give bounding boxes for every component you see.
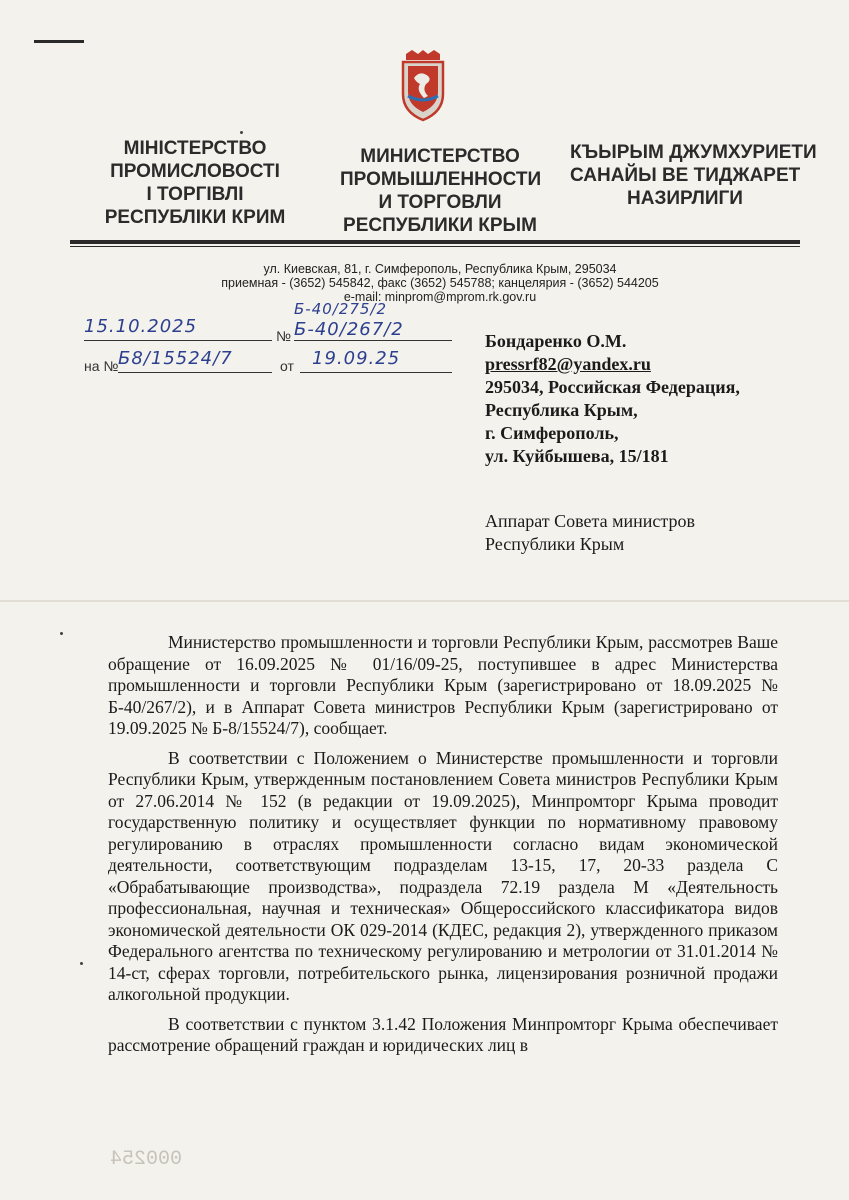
body-paragraph: В соответствии с пунктом 3.1.42 Положения Минпромторг Крыма обеспечивает рассмотрение обращений граждан и юридических лиц в <box>108 1013 778 1055</box>
ink-dot <box>80 962 83 965</box>
recipient-address-line: г. Симферополь, <box>485 423 619 443</box>
contact-block <box>150 262 730 304</box>
crimea-coat-of-arms-icon <box>398 50 448 122</box>
ministry-name-ukrainian: МІНІСТЕРСТВО ПРОМИСЛОВОСТІ І ТОРГІВЛІ РЕСПУБЛІКИ КРИМ <box>104 138 286 228</box>
bleed-through-number: 000254 <box>110 1148 183 1171</box>
phone-line: приемная - (3652) 545842, факс (3652) 545788; канцелярия - (3652) 544205 <box>221 276 659 290</box>
address-line: ул. Киевская, 81, г. Симферополь, Республика Крым, 295034 <box>263 262 617 276</box>
paper-fold-line <box>0 600 849 602</box>
copy-recipient: Аппарат Совета министров Республики Крым <box>485 511 695 554</box>
outgoing-number: Б-40/267/2 <box>294 319 404 340</box>
recipient-email: pressrf82@yandex.ru <box>485 354 651 374</box>
outgoing-date: 15.10.2025 <box>84 316 198 337</box>
email-line: e-mail: minprom@mprom.rk.gov.ru <box>343 290 537 304</box>
ministry-name-russian: МИНИСТЕРСТВО ПРОМЫШЛЕННОСТИ И ТОРГОВЛИ РЕСПУБЛИКИ КРЫМ <box>340 146 542 236</box>
letter-body <box>108 632 778 1065</box>
number-underline <box>294 340 452 341</box>
ink-dot <box>240 131 243 134</box>
date-underline <box>84 340 272 341</box>
recipient-name: Бондаренко О.М. <box>485 331 627 351</box>
body-paragraph: Министерство промышленности и торговли Республики Крым, рассмотрев Ваше обращение от 16.09.2025 № 01/16/09-25, поступившее в адрес Министерства промышленности и торговли Республики Крым (зарегистрировано от 18.09.2025 № Б-40/267/2), и в Аппарат Совета министров Республики Крым (зарегистрировано от 19.09.2025 № Б-8/15524/7), сообщает. <box>108 632 778 738</box>
outgoing-number-corrected: Б-40/275/2 <box>294 300 388 318</box>
header-divider-thick <box>70 240 800 244</box>
header-divider-thin <box>70 246 800 247</box>
ref-date-underline <box>300 372 452 373</box>
ref-number-label: на № <box>84 358 119 374</box>
corner-mark <box>34 40 84 43</box>
recipient-address-line: Республика Крым, <box>485 400 638 420</box>
recipient-address-line: 295034, Российская Федерация, <box>485 377 740 397</box>
ministry-name-crimean-tatar: КЪЫРЫМ ДЖУМХУРИЕТИ САНАЙЫ ВЕ ТИДЖАРЕТ НАЗИРЛИГИ <box>570 142 817 209</box>
ink-dot <box>60 632 63 635</box>
incoming-ref-number: Б8/15524/7 <box>118 348 233 369</box>
ref-number-underline <box>118 372 272 373</box>
recipient-block <box>485 330 805 468</box>
body-paragraph: В соответствии с Положением о Министерстве промышленности и торговли Республики Крым, утвержденным постановлением Совета министров Республики Крым от 27.06.2014 № 152 (в редакции от 19.09.2025), Минпромторг Крыма проводит государственную политику и осуществляет функции по нормативному правовому регулированию в отраслях промышленности согласно видам экономической деятельности, соответствующим подразделам 13-15, 17, 20-33 раздела С «Обрабатывающие производства», подраздела 72.19 раздела М «Деятельность профессиональная, научная и техническая» Общероссийского классификатора видов экономической деятельности ОК 029-2014 (КДЕС, редакция 2), утвержденного приказом Федерального агентства по техническому регулированию и метрологии от 31.01.2014 № 14-ст, сферах торговли, потребительского рынка, лицензирования розничной продажи алкогольной продукции. <box>108 747 778 1004</box>
recipient-address-line: ул. Куйбышева, 15/181 <box>485 446 669 466</box>
incoming-ref-date: 19.09.25 <box>312 348 401 369</box>
ref-date-label: от <box>280 358 294 374</box>
number-label: № <box>276 328 292 344</box>
